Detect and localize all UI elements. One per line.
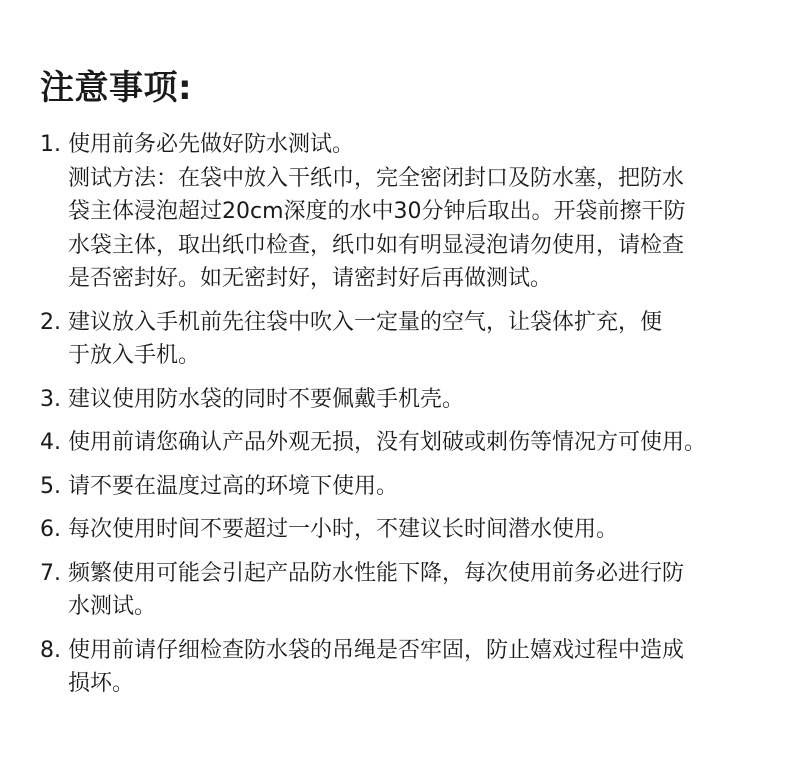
item-number: 3. (40, 386, 61, 412)
text-line: 建议放入手机前先往袋中吹入一定量的空气，让袋体扩充，便 (68, 309, 663, 335)
item-number: 2. (40, 309, 61, 335)
list-item (40, 426, 770, 460)
item-text (68, 470, 770, 504)
text-line: 损坏。 (68, 671, 135, 696)
list-item (40, 128, 770, 296)
item-text (68, 426, 770, 460)
item-number: 8. (40, 637, 61, 663)
item-number: 6. (40, 517, 61, 542)
text-line: 是否密封好。如无密封好，请密封好后再做测试。 (68, 266, 553, 291)
text-line: 使用前请仔细检查防水袋的吊绳是否牢固，防止嬉戏过程中造成 (68, 637, 685, 663)
text-line: 使用前务必先做好防水测试。 (68, 132, 355, 157)
item-text (68, 513, 770, 547)
item-number: 5. (40, 473, 61, 499)
list-item (40, 306, 770, 373)
text-line: 每次使用时间不要超过一小时，不建议长时间潜水使用。 (68, 517, 619, 542)
text-line: 建议使用防水袋的同时不要佩戴手机壳。 (68, 386, 465, 412)
item-text (68, 128, 770, 296)
text-line: 水袋主体，取出纸巾检查，纸巾如有明显浸泡请勿使用，请检查 (68, 232, 685, 258)
item-number: 4. (40, 430, 61, 455)
text-line: 频繁使用可能会引起产品防水性能下降，每次使用前务必进行防 (68, 560, 685, 586)
page-title: 注意事项: (40, 68, 193, 108)
text-line: 于放入手机。 (68, 343, 201, 368)
text-line: 请不要在温度过高的环境下使用。 (68, 473, 399, 499)
text-line: 水测试。 (68, 594, 157, 619)
item-text (68, 557, 770, 624)
item-text (68, 383, 770, 417)
text-line: 测试方法：在袋中放入干纸巾，完全密闭封口及防水塞，把防水 (68, 165, 685, 191)
list-item (40, 513, 770, 547)
item-number: 7. (40, 560, 61, 586)
item-text (68, 634, 770, 701)
list-item (40, 557, 770, 624)
text-line: 使用前请您确认产品外观无损，没有划破或刺伤等情况方可使用。 (68, 430, 707, 455)
list-item (40, 383, 770, 417)
item-text (68, 306, 770, 373)
item-number: 1. (40, 132, 61, 157)
text-line: 袋主体浸泡超过20cm深度的水中30分钟后取出。开袋前擦干防 (68, 199, 686, 224)
list-item (40, 634, 770, 701)
list-item (40, 470, 770, 504)
notice-list (40, 128, 770, 711)
